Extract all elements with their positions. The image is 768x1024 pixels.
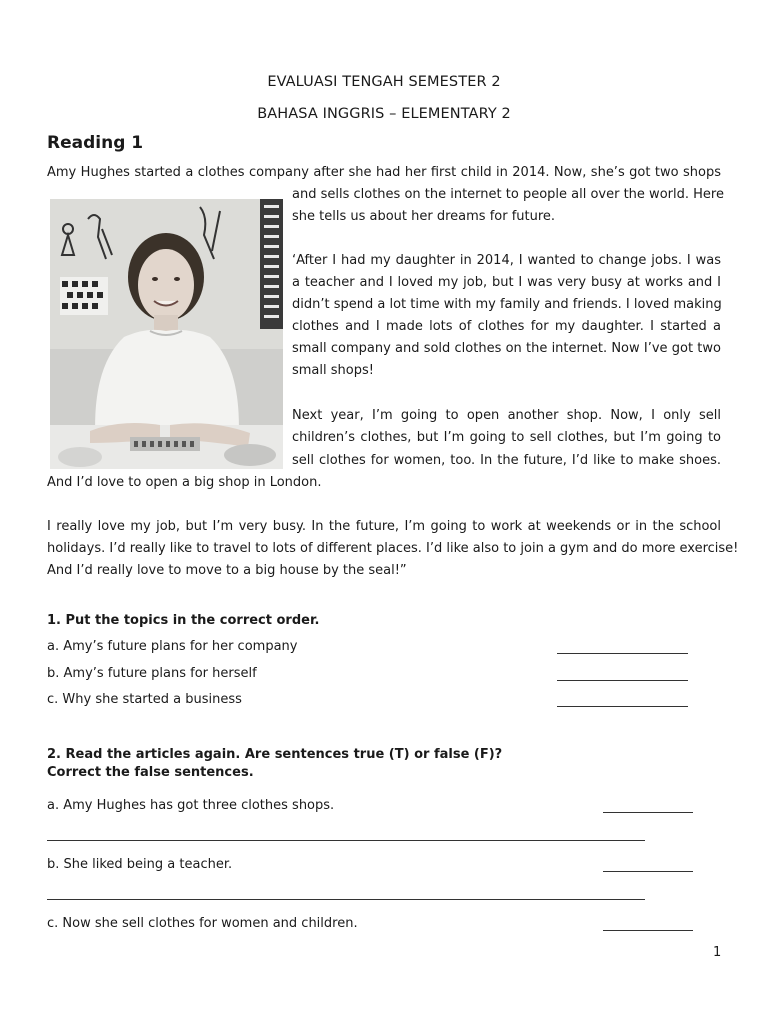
intro-line: and sells clothes on the internet to people all over the world. Here (292, 187, 724, 202)
tf-blank-2c[interactable] (603, 930, 693, 931)
correction-line-2a[interactable] (47, 840, 645, 841)
para1-line: clothes and I made lots of clothes for my daughter. I started a (292, 319, 721, 334)
answer-blank-1b[interactable] (557, 680, 688, 681)
intro-line: Amy Hughes started a clothes company after she had her first child in 2014. Now, she’s got two shops (47, 165, 721, 180)
portrait-illustration (50, 199, 283, 469)
para2-line: And I’d love to open a big shop in London. (47, 475, 322, 490)
answer-blank-1c[interactable] (557, 706, 688, 707)
para2-line: sell clothes for women, too. In the future, I’d like to make shoes. (292, 453, 721, 468)
correction-line-2b[interactable] (47, 899, 645, 900)
question1-item-c: c. Why she started a business (47, 692, 242, 707)
reading-heading: Reading 1 (47, 133, 144, 153)
intro-line: she tells us about her dreams for future. (292, 209, 556, 224)
page-subtitle: BAHASA INGGRIS – ELEMENTARY 2 (257, 106, 511, 122)
page-number: 1 (713, 945, 722, 960)
para3-line: I really love my job, but I’m very busy. In the future, I’m going to work at weekends or in the school (47, 519, 721, 534)
question1-heading: 1. Put the topics in the correct order. (47, 613, 320, 628)
question2-heading-line2: Correct the false sentences. (47, 765, 254, 780)
para1-line: a teacher and I loved my job, but I was very busy at works and I (292, 275, 721, 290)
question2-item-b: b. She liked being a teacher. (47, 857, 233, 872)
amy-hughes-photo (50, 199, 283, 469)
question2-item-c: c. Now she sell clothes for women and children. (47, 916, 358, 931)
question2-heading: 2. Read the articles again. Are sentences true (T) or false (F)? (47, 747, 503, 762)
para3-line: holidays. I’d really like to travel to lots of different places. I’d like also to join a gym and do more exercise! (47, 541, 739, 556)
para3-line: And I’d really love to move to a big house by the seal!” (47, 563, 407, 578)
para2-line: Next year, I’m going to open another shop. Now, I only sell (292, 408, 721, 423)
para1-line: small company and sold clothes on the internet. Now I’ve got two (292, 341, 721, 356)
answer-blank-1a[interactable] (557, 653, 688, 654)
para1-line: ‘After I had my daughter in 2014, I wanted to change jobs. I was (292, 253, 721, 268)
tf-blank-2b[interactable] (603, 871, 693, 872)
question1-item-a: a. Amy’s future plans for her company (47, 639, 298, 654)
question2-item-a: a. Amy Hughes has got three clothes shops. (47, 798, 335, 813)
page-title: EVALUASI TENGAH SEMESTER 2 (267, 74, 501, 90)
para1-line: small shops! (292, 363, 374, 378)
question1-item-b: b. Amy’s future plans for herself (47, 666, 257, 681)
para2-line: children’s clothes, but I’m going to sell clothes, but I’m going to (292, 430, 721, 445)
tf-blank-2a[interactable] (603, 812, 693, 813)
para1-line: didn’t spend a lot time with my family and friends. I loved making (292, 297, 722, 312)
